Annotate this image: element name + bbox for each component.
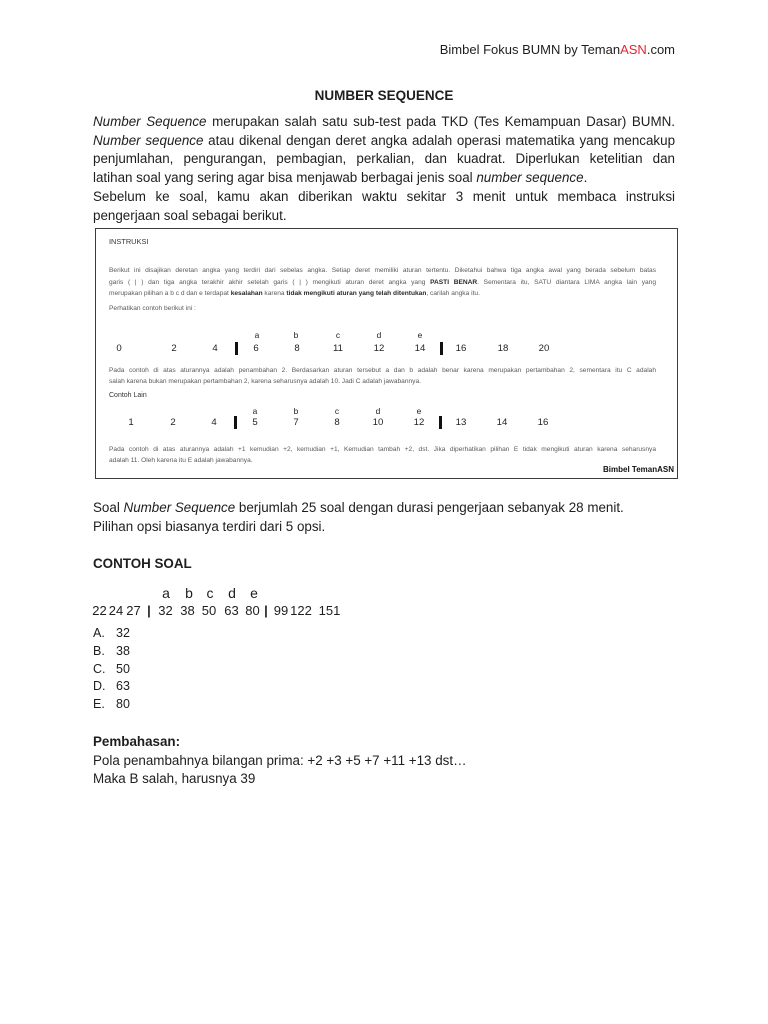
option-letter: E. (93, 697, 105, 712)
option-value: 50 (116, 661, 130, 676)
answer-option (93, 661, 293, 679)
example2-number: 1 (128, 417, 134, 428)
option-letter: A. (93, 626, 105, 640)
intro-segment: pengerjaan soal sebagai berikut. (93, 207, 287, 223)
explanation-line: Pada contoh di atas aturannya adalah penambahan 2. Berdasarkan aturan tersebut a dan b adalah benar karena merupakan pertambahan 2, sementara itu C adalah (109, 367, 656, 374)
instruction-line (109, 288, 656, 300)
example2-label-a: a (252, 406, 258, 416)
example2-number: 2 (170, 417, 176, 428)
question-number: 27 (126, 603, 141, 618)
question-label-a: a (162, 585, 170, 601)
intro-text (93, 113, 675, 225)
example2-label-c: c (334, 406, 340, 416)
example2-number: 10 (372, 417, 384, 428)
example2-number: 8 (334, 417, 340, 428)
header-suffix: .com (646, 42, 675, 57)
question-number: 80 (245, 603, 260, 618)
separator-bar (440, 342, 443, 355)
example2-labels (96, 406, 677, 416)
contoh-soal-heading: CONTOH SOAL (93, 556, 192, 571)
question-label-b: b (185, 585, 193, 601)
instruction-paragraph (109, 265, 656, 300)
term-number-sequence: Number Sequence (93, 114, 207, 129)
example2-sequence (96, 417, 677, 429)
option-value: 32 (116, 626, 130, 640)
example1-number: 2 (171, 343, 177, 354)
question-label-c: c (206, 585, 214, 601)
option-value: 38 (116, 643, 130, 658)
intro-line (93, 113, 675, 132)
separator-bar (235, 342, 238, 355)
example2-number: 5 (252, 417, 258, 428)
example1-label-d: d (376, 330, 382, 340)
instruction-segment: merupakan pilihan a b c d dan e terdapat (109, 290, 231, 297)
example2-label-e: e (416, 406, 422, 416)
example1-number: 4 (212, 343, 218, 354)
option-value: 63 (116, 679, 130, 694)
example1-number: 18 (497, 343, 509, 354)
intro-segment: Sebelum ke soal, kamu akan diberikan waktu sekitar 3 menit untuk membaca instruksi (93, 188, 675, 204)
question-number: 151 (318, 603, 341, 618)
question-label-d: d (228, 585, 236, 601)
intro-segment: latihan soal yang sering agar bisa menjawab berbagai jenis soal (93, 170, 477, 186)
example1-sequence (96, 343, 677, 355)
instruction-line (109, 277, 656, 289)
example1-label-b: b (293, 330, 299, 340)
info-line (93, 499, 675, 518)
example1-number: 14 (414, 343, 426, 354)
question-number: 122 (290, 603, 312, 618)
example2-number: 13 (455, 417, 467, 428)
header-prefix: Bimbel Fokus BUMN by Teman (439, 42, 621, 57)
example1-label-c: c (335, 330, 341, 340)
example1-labels (96, 330, 677, 340)
example1-number: 11 (333, 343, 343, 354)
example1-number: 20 (538, 343, 550, 354)
instruction-emphasis: tidak mengikuti aturan yang telah ditentukan (286, 290, 427, 297)
example2-number: 7 (293, 417, 299, 428)
example2-number: 14 (496, 417, 508, 428)
instruction-segment: , carilah angka itu. (426, 290, 480, 297)
answer-option (93, 625, 293, 643)
info-segment: berjumlah 25 soal dengan durasi pengerjaan sebanyak 28 menit. (235, 500, 624, 515)
box-watermark: Bimbel TemanASN (603, 465, 674, 474)
pembahasan-heading: Pembahasan: (93, 734, 181, 749)
example1-number: 0 (116, 343, 122, 354)
example1-number: 16 (455, 343, 467, 354)
pembahasan-line: Maka B salah, harusnya 39 (93, 771, 256, 787)
option-letter: D. (93, 679, 106, 694)
example1-number: 8 (294, 343, 300, 354)
instruction-box (95, 228, 678, 479)
option-letter: C. (93, 661, 106, 676)
instruction-segment: garis ( | ) dan tiga angka terakhir akhir setelah garis ( | ) mengikuti aturan deret angka yang (109, 278, 431, 286)
separator-bar (234, 416, 237, 429)
example2-label-d: d (375, 406, 381, 416)
instruction-segment: karena (262, 290, 287, 297)
intro-line (93, 132, 675, 151)
term-number-sequence: number sequence (476, 170, 584, 186)
header-highlight: ASN (620, 42, 647, 57)
info-segment: Soal (93, 500, 124, 515)
explanation-line: adalah 11. Oleh karena itu E adalah jawabannya. (109, 457, 253, 464)
question-separator: | (147, 603, 151, 618)
instruction-prompt: Perhatikan contoh berikut ini : (109, 305, 196, 312)
intro-segment: penjumlahan, pengurangan, pembagian, perkalian, dan kuadrat. Diperlukan ketelitian dan (93, 151, 675, 167)
instruction-line: Berikut ini disajikan deretan angka yang terdiri dari sebelas angka. Setiap deret memiliki aturan tertentu. Diketahui bahwa tiga angka awal yang berada sebelum batas (109, 267, 656, 274)
instruction-segment: . Sementara itu, SATU diantara LIMA angka lain yang (477, 278, 656, 286)
term-number-sequence: Number sequence (93, 132, 204, 148)
instruction-emphasis: kesalahan (230, 290, 263, 297)
question-number: 24 (108, 603, 124, 618)
answer-option (93, 678, 293, 696)
option-letter: B. (93, 643, 105, 658)
example2-number: 4 (211, 417, 217, 428)
question-number: 63 (224, 603, 239, 618)
example1-explanation (109, 365, 656, 387)
pembahasan-line: Pola penambahnya bilangan prima: +2 +3 +5 +7 +11 +13 dst… (93, 752, 467, 768)
question-number: 38 (180, 603, 195, 618)
answer-option (93, 643, 293, 661)
answer-option (93, 696, 293, 714)
answer-options (93, 625, 293, 714)
instruction-emphasis: PASTI BENAR (430, 278, 478, 286)
instruction-heading: INSTRUKSI (109, 237, 149, 246)
explanation-line: salah karena bukan merupakan pertambahan 2, karena seharusnya adalah 10. Jadi C adalah jawabannya. (109, 378, 421, 385)
question-number: 99 (273, 603, 289, 618)
example2-label-b: b (293, 406, 299, 416)
example2-explanation (109, 444, 656, 466)
question-number: 32 (158, 603, 173, 618)
example2-number: 12 (413, 417, 425, 428)
page-title: NUMBER SEQUENCE (314, 88, 454, 103)
term-number-sequence: Number Sequence (123, 500, 236, 515)
intro-line (93, 207, 675, 226)
option-value: 80 (116, 697, 130, 712)
example1-label-a: a (254, 330, 260, 340)
separator-bar (439, 416, 442, 429)
question-label-e: e (250, 585, 258, 601)
intro-line (93, 150, 675, 169)
example2-number: 16 (537, 417, 549, 428)
question-number: 22 (92, 603, 107, 618)
info-text (93, 499, 675, 536)
intro-segment: merupakan salah satu sub-test pada TKD (Tes Kemampuan Dasar) BUMN. (206, 114, 676, 129)
page-header (440, 41, 675, 59)
pembahasan (93, 733, 675, 789)
question-separator: | (264, 603, 268, 618)
example1-number: 12 (373, 343, 385, 354)
question-number: 50 (201, 603, 217, 618)
info-line: Pilihan opsi biasanya terdiri dari 5 opsi. (93, 518, 326, 534)
explanation-line: Pada contoh di atas aturannya adalah +1 kemudian +2, kemudian +1, Kemudian tambah +2, dst. Jika diperhatikan pilihan E tidak mengikuti aturan karena seharusnya (109, 446, 656, 453)
intro-line (93, 169, 675, 188)
intro-line (93, 188, 675, 207)
other-example-heading: Contoh Lain (109, 392, 147, 399)
example1-number: 6 (253, 343, 259, 354)
intro-segment: atau dikenal dengan deret angka adalah operasi matematika yang mencakup (203, 132, 676, 148)
example1-label-e: e (417, 330, 423, 340)
intro-segment: . (583, 170, 588, 186)
